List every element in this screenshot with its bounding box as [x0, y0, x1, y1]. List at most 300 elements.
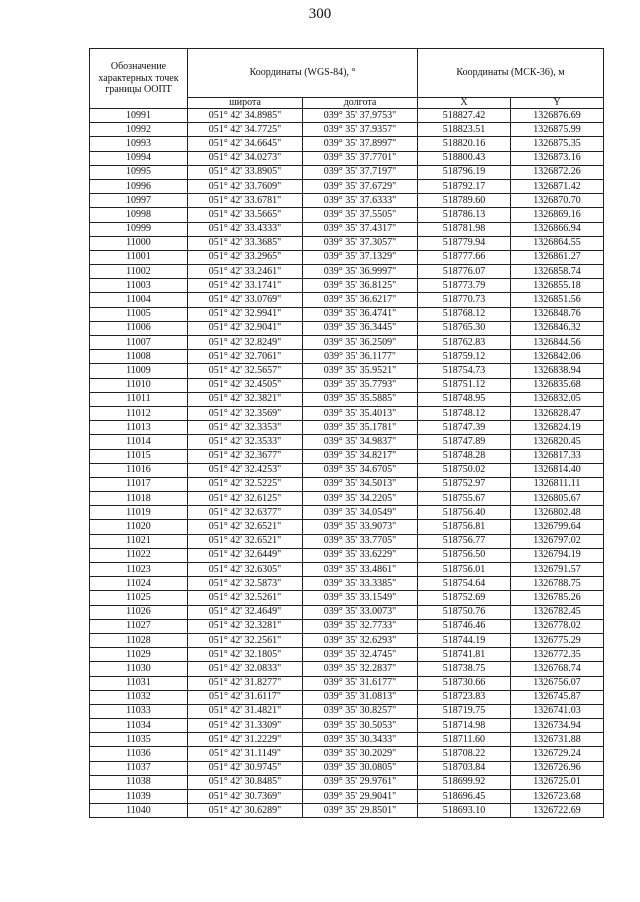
table-row: [90, 534, 604, 548]
latitude-cell: 051° 42' 34.8985": [188, 109, 303, 123]
y-cell: 1326828.47: [511, 406, 604, 420]
latitude-cell: 051° 42' 32.3677": [188, 449, 303, 463]
y-cell: 1326745.87: [511, 690, 604, 704]
table-row: [90, 307, 604, 321]
table-row: [90, 350, 604, 364]
point-id-cell: 10994: [90, 151, 188, 165]
latitude-cell: 051° 42' 30.7369": [188, 790, 303, 804]
latitude-cell: 051° 42' 32.8249": [188, 336, 303, 350]
y-cell: 1326794.19: [511, 548, 604, 562]
longitude-cell: 039° 35' 35.5885": [303, 392, 418, 406]
table-row: [90, 279, 604, 293]
header-latitude: широта: [188, 98, 303, 109]
table-body: [90, 109, 604, 818]
point-id-cell: 11021: [90, 534, 188, 548]
point-id-cell: 11034: [90, 719, 188, 733]
point-id-cell: 11012: [90, 406, 188, 420]
x-cell: 518756.40: [418, 506, 511, 520]
table-row: [90, 222, 604, 236]
point-id-cell: 11037: [90, 761, 188, 775]
longitude-cell: 039° 35' 37.6333": [303, 194, 418, 208]
x-cell: 518796.19: [418, 165, 511, 179]
x-cell: 518703.84: [418, 761, 511, 775]
x-cell: 518750.76: [418, 605, 511, 619]
longitude-cell: 039° 35' 34.5013": [303, 477, 418, 491]
x-cell: 518747.39: [418, 421, 511, 435]
longitude-cell: 039° 35' 33.3385": [303, 577, 418, 591]
latitude-cell: 051° 42' 33.2461": [188, 265, 303, 279]
x-cell: 518827.42: [418, 109, 511, 123]
point-id-cell: 11031: [90, 676, 188, 690]
point-id-cell: 11010: [90, 378, 188, 392]
point-id-cell: 11006: [90, 321, 188, 335]
point-id-cell: 11024: [90, 577, 188, 591]
longitude-cell: 039° 35' 34.8217": [303, 449, 418, 463]
latitude-cell: 051° 42' 32.3533": [188, 435, 303, 449]
latitude-cell: 051° 42' 31.2229": [188, 733, 303, 747]
table-row: [90, 477, 604, 491]
table-row: [90, 265, 604, 279]
table-row: [90, 179, 604, 193]
x-cell: 518756.50: [418, 548, 511, 562]
point-id-cell: 11005: [90, 307, 188, 321]
y-cell: 1326876.69: [511, 109, 604, 123]
latitude-cell: 051° 42' 32.1805": [188, 648, 303, 662]
x-cell: 518779.94: [418, 236, 511, 250]
x-cell: 518773.79: [418, 279, 511, 293]
latitude-cell: 051° 42' 32.6377": [188, 506, 303, 520]
table-row: [90, 591, 604, 605]
latitude-cell: 051° 42' 33.4333": [188, 222, 303, 236]
longitude-cell: 039° 35' 35.9521": [303, 364, 418, 378]
point-id-cell: 10996: [90, 179, 188, 193]
x-cell: 518750.02: [418, 463, 511, 477]
coordinates-table: [89, 48, 604, 818]
y-cell: 1326772.35: [511, 648, 604, 662]
point-id-cell: 11038: [90, 775, 188, 789]
table-row: [90, 633, 604, 647]
table-row: [90, 804, 604, 818]
x-cell: 518756.81: [418, 520, 511, 534]
x-cell: 518751.12: [418, 378, 511, 392]
table-row: [90, 250, 604, 264]
longitude-cell: 039° 35' 36.9997": [303, 265, 418, 279]
point-id-cell: 11026: [90, 605, 188, 619]
latitude-cell: 051° 42' 31.8277": [188, 676, 303, 690]
table-row: [90, 151, 604, 165]
longitude-cell: 039° 35' 33.9073": [303, 520, 418, 534]
longitude-cell: 039° 35' 35.1781": [303, 421, 418, 435]
point-id-cell: 10991: [90, 109, 188, 123]
latitude-cell: 051° 42' 30.9745": [188, 761, 303, 775]
longitude-cell: 039° 35' 37.3057": [303, 236, 418, 250]
latitude-cell: 051° 42' 32.6449": [188, 548, 303, 562]
latitude-cell: 051° 42' 31.1149": [188, 747, 303, 761]
x-cell: 518776.07: [418, 265, 511, 279]
y-cell: 1326875.99: [511, 123, 604, 137]
latitude-cell: 051° 42' 32.4649": [188, 605, 303, 619]
latitude-cell: 051° 42' 32.2561": [188, 633, 303, 647]
longitude-cell: 039° 35' 31.6177": [303, 676, 418, 690]
latitude-cell: 051° 42' 31.6117": [188, 690, 303, 704]
y-cell: 1326734.94: [511, 719, 604, 733]
latitude-cell: 051° 42' 32.6305": [188, 563, 303, 577]
x-cell: 518693.10: [418, 804, 511, 818]
longitude-cell: 039° 35' 37.1329": [303, 250, 418, 264]
latitude-cell: 051° 42' 31.4821": [188, 704, 303, 718]
longitude-cell: 039° 35' 33.1549": [303, 591, 418, 605]
y-cell: 1326864.55: [511, 236, 604, 250]
latitude-cell: 051° 42' 32.3281": [188, 619, 303, 633]
longitude-cell: 039° 35' 30.0805": [303, 761, 418, 775]
y-cell: 1326866.94: [511, 222, 604, 236]
x-cell: 518786.13: [418, 208, 511, 222]
y-cell: 1326741.03: [511, 704, 604, 718]
point-id-cell: 11014: [90, 435, 188, 449]
latitude-cell: 051° 42' 33.2965": [188, 250, 303, 264]
longitude-cell: 039° 35' 34.9837": [303, 435, 418, 449]
point-id-cell: 11019: [90, 506, 188, 520]
point-id-cell: 11009: [90, 364, 188, 378]
table-row: [90, 704, 604, 718]
table-row: [90, 293, 604, 307]
point-id-cell: 11027: [90, 619, 188, 633]
latitude-cell: 051° 42' 33.1741": [188, 279, 303, 293]
longitude-cell: 039° 35' 37.7197": [303, 165, 418, 179]
page-number: 300: [308, 6, 332, 22]
table-row: [90, 321, 604, 335]
table-row: [90, 449, 604, 463]
latitude-cell: 051° 42' 32.3353": [188, 421, 303, 435]
point-id-cell: 11017: [90, 477, 188, 491]
point-id-cell: 10995: [90, 165, 188, 179]
latitude-cell: 051° 42' 34.6645": [188, 137, 303, 151]
y-cell: 1326723.68: [511, 790, 604, 804]
header-msk36: Координаты (МСК-36), м: [418, 49, 604, 98]
longitude-cell: 039° 35' 36.3445": [303, 321, 418, 335]
latitude-cell: 051° 42' 32.3821": [188, 392, 303, 406]
longitude-cell: 039° 35' 37.4317": [303, 222, 418, 236]
table-row: [90, 577, 604, 591]
table-row: [90, 506, 604, 520]
latitude-cell: 051° 42' 34.0273": [188, 151, 303, 165]
point-id-cell: 11036: [90, 747, 188, 761]
table-row: [90, 719, 604, 733]
latitude-cell: 051° 42' 30.6289": [188, 804, 303, 818]
longitude-cell: 039° 35' 32.2837": [303, 662, 418, 676]
x-cell: 518746.46: [418, 619, 511, 633]
longitude-cell: 039° 35' 37.9753": [303, 109, 418, 123]
table-row: [90, 662, 604, 676]
table-row: [90, 236, 604, 250]
longitude-cell: 039° 35' 37.8997": [303, 137, 418, 151]
y-cell: 1326832.05: [511, 392, 604, 406]
longitude-cell: 039° 35' 29.9041": [303, 790, 418, 804]
x-cell: 518723.83: [418, 690, 511, 704]
longitude-cell: 039° 35' 30.8257": [303, 704, 418, 718]
longitude-cell: 039° 35' 29.9761": [303, 775, 418, 789]
y-cell: 1326842.06: [511, 350, 604, 364]
x-cell: 518730.66: [418, 676, 511, 690]
table-row: [90, 605, 604, 619]
y-cell: 1326797.02: [511, 534, 604, 548]
y-cell: 1326858.74: [511, 265, 604, 279]
point-id-cell: 11018: [90, 492, 188, 506]
point-id-cell: 11016: [90, 463, 188, 477]
y-cell: 1326872.26: [511, 165, 604, 179]
y-cell: 1326869.16: [511, 208, 604, 222]
latitude-cell: 051° 42' 32.5261": [188, 591, 303, 605]
table-row: [90, 435, 604, 449]
y-cell: 1326870.70: [511, 194, 604, 208]
latitude-cell: 051° 42' 32.4253": [188, 463, 303, 477]
x-cell: 518756.77: [418, 534, 511, 548]
point-id-cell: 11039: [90, 790, 188, 804]
point-id-cell: 10998: [90, 208, 188, 222]
y-cell: 1326824.19: [511, 421, 604, 435]
point-id-cell: 11035: [90, 733, 188, 747]
table-row: [90, 775, 604, 789]
latitude-cell: 051° 42' 31.3309": [188, 719, 303, 733]
y-cell: 1326835.68: [511, 378, 604, 392]
header-longitude: долгота: [303, 98, 418, 109]
x-cell: 518789.60: [418, 194, 511, 208]
longitude-cell: 039° 35' 34.2205": [303, 492, 418, 506]
latitude-cell: 051° 42' 30.8485": [188, 775, 303, 789]
y-cell: 1326817.33: [511, 449, 604, 463]
table-row: [90, 194, 604, 208]
table-row: [90, 463, 604, 477]
y-cell: 1326861.27: [511, 250, 604, 264]
point-id-cell: 11013: [90, 421, 188, 435]
table-row: [90, 648, 604, 662]
x-cell: 518748.28: [418, 449, 511, 463]
x-cell: 518714.98: [418, 719, 511, 733]
point-id-cell: 11003: [90, 279, 188, 293]
table-row: [90, 563, 604, 577]
table-row: [90, 520, 604, 534]
x-cell: 518719.75: [418, 704, 511, 718]
y-cell: 1326782.45: [511, 605, 604, 619]
table-row: [90, 109, 604, 123]
x-cell: 518770.73: [418, 293, 511, 307]
x-cell: 518781.98: [418, 222, 511, 236]
point-id-cell: 11015: [90, 449, 188, 463]
longitude-cell: 039° 35' 36.6217": [303, 293, 418, 307]
table-row: [90, 690, 604, 704]
table-row: [90, 733, 604, 747]
y-cell: 1326855.18: [511, 279, 604, 293]
table-row: [90, 392, 604, 406]
longitude-cell: 039° 35' 31.0813": [303, 690, 418, 704]
latitude-cell: 051° 42' 32.5657": [188, 364, 303, 378]
x-cell: 518754.64: [418, 577, 511, 591]
table-header-row: [90, 49, 604, 98]
table-row: [90, 364, 604, 378]
longitude-cell: 039° 35' 32.6293": [303, 633, 418, 647]
y-cell: 1326805.67: [511, 492, 604, 506]
y-cell: 1326722.69: [511, 804, 604, 818]
longitude-cell: 039° 35' 33.4861": [303, 563, 418, 577]
y-cell: 1326851.56: [511, 293, 604, 307]
y-cell: 1326846.32: [511, 321, 604, 335]
y-cell: 1326775.29: [511, 633, 604, 647]
table-row: [90, 747, 604, 761]
point-id-cell: 11008: [90, 350, 188, 364]
table-row: [90, 208, 604, 222]
x-cell: 518748.12: [418, 406, 511, 420]
latitude-cell: 051° 42' 33.5665": [188, 208, 303, 222]
y-cell: 1326802.48: [511, 506, 604, 520]
y-cell: 1326791.57: [511, 563, 604, 577]
longitude-cell: 039° 35' 33.0073": [303, 605, 418, 619]
x-cell: 518741.81: [418, 648, 511, 662]
x-cell: 518777.66: [418, 250, 511, 264]
x-cell: 518792.17: [418, 179, 511, 193]
x-cell: 518747.89: [418, 435, 511, 449]
header-x: X: [418, 98, 511, 109]
table-row: [90, 406, 604, 420]
x-cell: 518744.19: [418, 633, 511, 647]
latitude-cell: 051° 42' 32.5873": [188, 577, 303, 591]
point-id-cell: 11020: [90, 520, 188, 534]
point-id-cell: 11007: [90, 336, 188, 350]
table-row: [90, 137, 604, 151]
x-cell: 518748.95: [418, 392, 511, 406]
longitude-cell: 039° 35' 37.6729": [303, 179, 418, 193]
point-id-cell: 11004: [90, 293, 188, 307]
y-cell: 1326820.45: [511, 435, 604, 449]
y-cell: 1326873.16: [511, 151, 604, 165]
x-cell: 518823.51: [418, 123, 511, 137]
point-id-cell: 11001: [90, 250, 188, 264]
latitude-cell: 051° 42' 32.9041": [188, 321, 303, 335]
point-id-cell: 11025: [90, 591, 188, 605]
longitude-cell: 039° 35' 37.7701": [303, 151, 418, 165]
latitude-cell: 051° 42' 32.5225": [188, 477, 303, 491]
point-id-cell: 11022: [90, 548, 188, 562]
y-cell: 1326814.40: [511, 463, 604, 477]
longitude-cell: 039° 35' 37.9357": [303, 123, 418, 137]
y-cell: 1326838.94: [511, 364, 604, 378]
longitude-cell: 039° 35' 32.4745": [303, 648, 418, 662]
point-id-cell: 10999: [90, 222, 188, 236]
latitude-cell: 051° 42' 32.0833": [188, 662, 303, 676]
longitude-cell: 039° 35' 29.8501": [303, 804, 418, 818]
latitude-cell: 051° 42' 34.7725": [188, 123, 303, 137]
x-cell: 518762.83: [418, 336, 511, 350]
point-id-cell: 10993: [90, 137, 188, 151]
header-wgs84: Координаты (WGS-84), °: [188, 49, 418, 98]
y-cell: 1326778.02: [511, 619, 604, 633]
table-row: [90, 492, 604, 506]
latitude-cell: 051° 42' 33.3685": [188, 236, 303, 250]
y-cell: 1326848.76: [511, 307, 604, 321]
table-row: [90, 548, 604, 562]
x-cell: 518708.22: [418, 747, 511, 761]
table-row: [90, 676, 604, 690]
longitude-cell: 039° 35' 30.3433": [303, 733, 418, 747]
point-id-cell: 11028: [90, 633, 188, 647]
point-id-cell: 11011: [90, 392, 188, 406]
y-cell: 1326731.88: [511, 733, 604, 747]
y-cell: 1326844.56: [511, 336, 604, 350]
header-point-id: Обозначение характерных точек границы ООПТ: [90, 49, 188, 109]
latitude-cell: 051° 42' 32.7061": [188, 350, 303, 364]
latitude-cell: 051° 42' 32.6125": [188, 492, 303, 506]
longitude-cell: 039° 35' 36.1177": [303, 350, 418, 364]
point-id-cell: 11030: [90, 662, 188, 676]
point-id-cell: 11029: [90, 648, 188, 662]
table-row: [90, 123, 604, 137]
x-cell: 518820.16: [418, 137, 511, 151]
x-cell: 518738.75: [418, 662, 511, 676]
latitude-cell: 051° 42' 32.6521": [188, 534, 303, 548]
longitude-cell: 039° 35' 35.4013": [303, 406, 418, 420]
longitude-cell: 039° 35' 33.6229": [303, 548, 418, 562]
y-cell: 1326768.74: [511, 662, 604, 676]
y-cell: 1326785.26: [511, 591, 604, 605]
latitude-cell: 051° 42' 33.6781": [188, 194, 303, 208]
x-cell: 518800.43: [418, 151, 511, 165]
x-cell: 518765.30: [418, 321, 511, 335]
point-id-cell: 11023: [90, 563, 188, 577]
latitude-cell: 051° 42' 32.4505": [188, 378, 303, 392]
point-id-cell: 11000: [90, 236, 188, 250]
longitude-cell: 039° 35' 35.7793": [303, 378, 418, 392]
x-cell: 518756.01: [418, 563, 511, 577]
header-y: Y: [511, 98, 604, 109]
y-cell: 1326788.75: [511, 577, 604, 591]
y-cell: 1326726.96: [511, 761, 604, 775]
x-cell: 518696.45: [418, 790, 511, 804]
y-cell: 1326811.11: [511, 477, 604, 491]
point-id-cell: 11040: [90, 804, 188, 818]
x-cell: 518711.60: [418, 733, 511, 747]
point-id-cell: 10997: [90, 194, 188, 208]
longitude-cell: 039° 35' 34.0549": [303, 506, 418, 520]
table-row: [90, 790, 604, 804]
point-id-cell: 11033: [90, 704, 188, 718]
x-cell: 518752.69: [418, 591, 511, 605]
table-row: [90, 378, 604, 392]
x-cell: 518755.67: [418, 492, 511, 506]
longitude-cell: 039° 35' 30.2029": [303, 747, 418, 761]
latitude-cell: 051° 42' 33.8905": [188, 165, 303, 179]
latitude-cell: 051° 42' 32.3569": [188, 406, 303, 420]
longitude-cell: 039° 35' 30.5053": [303, 719, 418, 733]
longitude-cell: 039° 35' 36.8125": [303, 279, 418, 293]
y-cell: 1326799.64: [511, 520, 604, 534]
latitude-cell: 051° 42' 33.0769": [188, 293, 303, 307]
y-cell: 1326725.01: [511, 775, 604, 789]
x-cell: 518754.73: [418, 364, 511, 378]
table-row: [90, 421, 604, 435]
x-cell: 518752.97: [418, 477, 511, 491]
longitude-cell: 039° 35' 37.5505": [303, 208, 418, 222]
y-cell: 1326756.07: [511, 676, 604, 690]
table-row: [90, 761, 604, 775]
longitude-cell: 039° 35' 34.6705": [303, 463, 418, 477]
y-cell: 1326729.24: [511, 747, 604, 761]
y-cell: 1326875.35: [511, 137, 604, 151]
table-row: [90, 619, 604, 633]
latitude-cell: 051° 42' 32.9941": [188, 307, 303, 321]
point-id-cell: 10992: [90, 123, 188, 137]
table-row: [90, 165, 604, 179]
x-cell: 518759.12: [418, 350, 511, 364]
y-cell: 1326871.42: [511, 179, 604, 193]
